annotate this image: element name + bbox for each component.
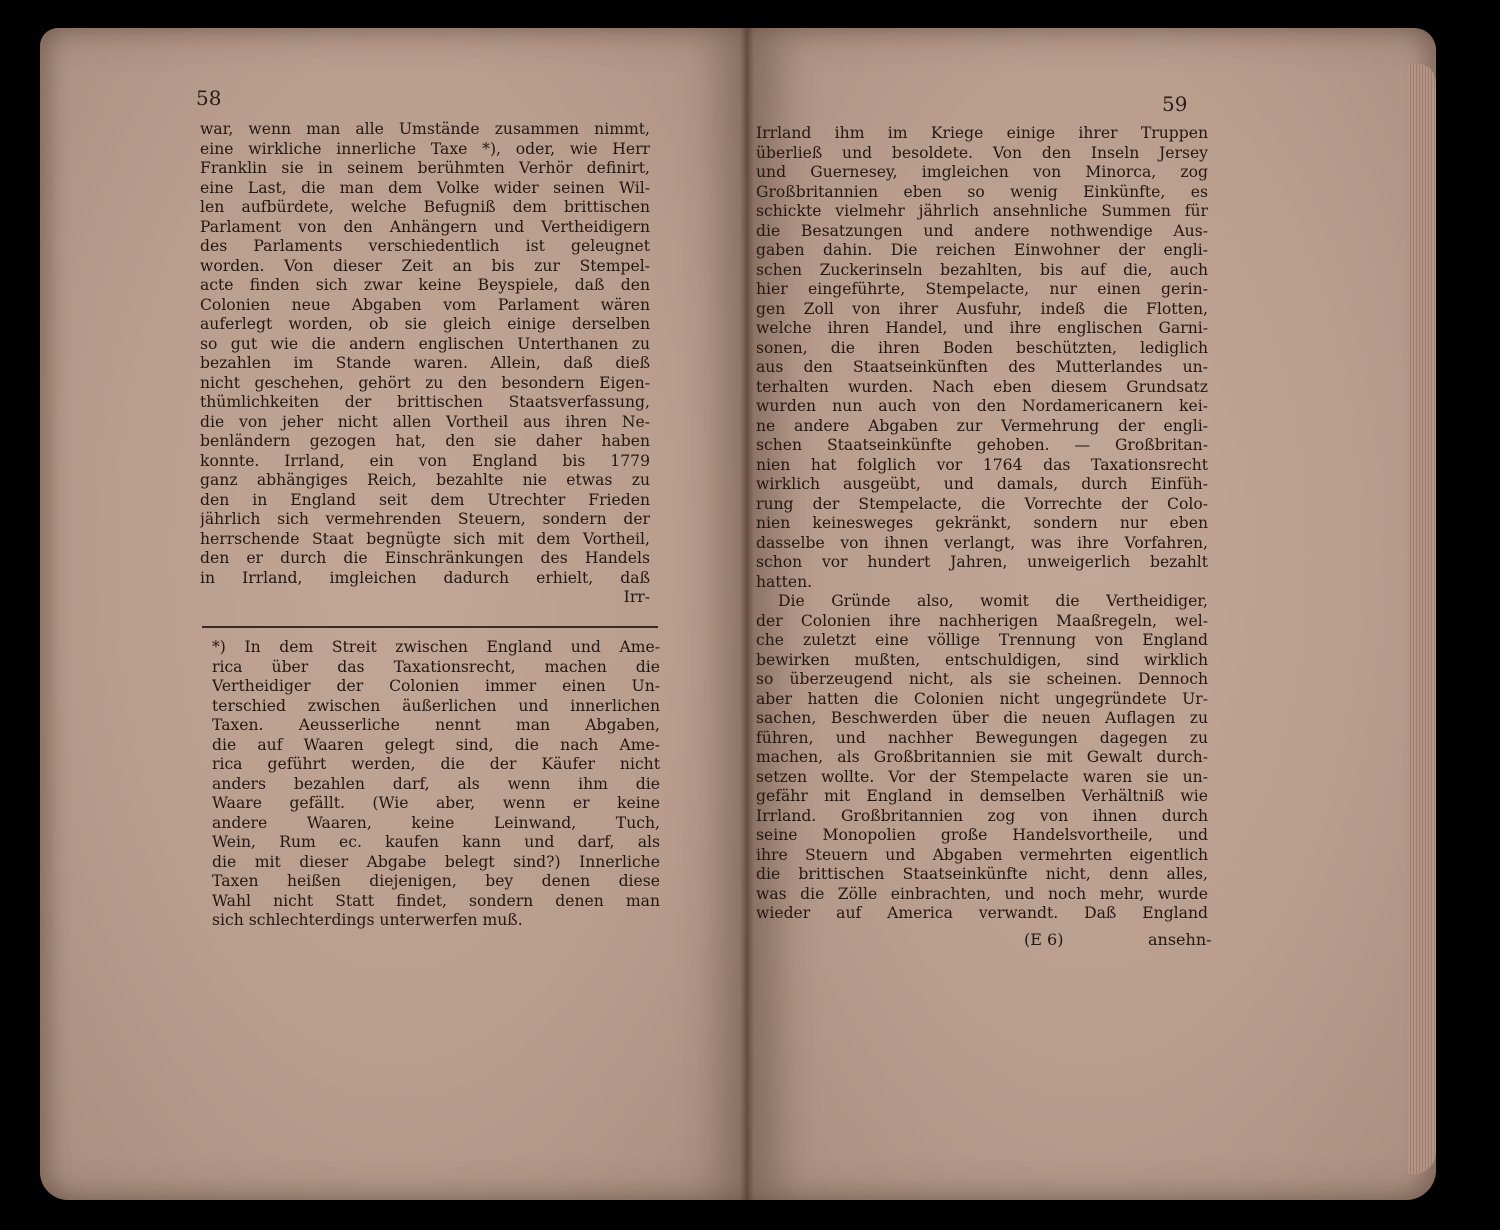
footnote-rule xyxy=(202,626,658,628)
signature-mark: (E 6) xyxy=(1024,930,1064,949)
catchword-left: Irr- xyxy=(623,588,650,606)
text-line: machen, als Großbritannien sie mit Gewalt durch- xyxy=(756,748,1208,766)
text-line: schon vor hundert Jahren, unweigerlich bezahlt xyxy=(756,553,1208,571)
text-line: den in England seit dem Utrechter Frieden xyxy=(200,490,650,509)
text-line: eine Last, die man dem Volke wider seinen Wil- xyxy=(200,178,650,197)
text-line: Irrland. Großbritannien zog von ihnen durch xyxy=(756,806,1208,825)
footnote-line: Wein, Rum ec. kaufen kann und darf, als xyxy=(212,833,660,851)
text-line: schickte vielmehr jährlich ansehnliche Summen für xyxy=(756,202,1208,220)
text-line: herrschende Staat begnügte sich mit dem Vortheil, xyxy=(200,529,650,548)
text-line: überließ und besoldete. Von den Inseln Jersey xyxy=(756,143,1208,162)
text-line: Colonien neue Abgaben vom Parlament wären xyxy=(200,295,650,314)
page-edges xyxy=(1408,64,1436,1174)
text-line: Franklin sie in seinem berühmten Verhör definirt, xyxy=(200,159,650,177)
text-line: wieder auf America verwandt. Daß England xyxy=(756,904,1208,922)
text-line: bewirken mußten, entschuldigen, sind wirklich xyxy=(756,650,1208,669)
text-line: nicht geschehen, gehört zu den besondern Eigen- xyxy=(200,373,650,392)
footnote-line: anders bezahlen darf, als wenn ihm die xyxy=(212,774,660,793)
footnote-line: Waare gefällt. (Wie aber, wenn er keine xyxy=(212,794,660,812)
text-line: und Guernesey, imgleichen von Minorca, zog xyxy=(756,163,1208,181)
text-line: sachen, Beschwerden über die neuen Auflagen zu xyxy=(756,709,1208,727)
footnote-line: Wahl nicht Statt findet, sondern denen man xyxy=(212,891,660,910)
footnote-text xyxy=(212,638,660,931)
text-line: ne andere Abgaben zur Vermehrung der engli- xyxy=(756,416,1208,435)
text-line: dasselbe von ihnen verlangt, was ihre Vorfahren, xyxy=(756,533,1208,552)
text-line: die brittischen Staatseinkünfte nicht, denn alles, xyxy=(756,865,1208,883)
text-line: benländern gezogen hat, den sie daher haben xyxy=(200,432,650,450)
text-line: thümlichkeiten der brittischen Staatsverfassung, xyxy=(200,393,650,411)
text-line: führen, und nachher Bewegungen dagegen zu xyxy=(756,728,1208,747)
text-line: in Irrland, imgleichen dadurch erhielt, daß xyxy=(200,568,650,587)
page-number-left: 58 xyxy=(196,86,222,110)
text-line: gefähr mit England in demselben Verhältniß wie xyxy=(756,787,1208,805)
text-line: der Colonien ihre nachherigen Maaßregeln, wel- xyxy=(756,611,1208,630)
text-line: eine wirkliche innerliche Taxe *), oder, wie Herr xyxy=(200,139,650,158)
footnote-line: die auf Waaren gelegt sind, die nach Ame- xyxy=(212,735,660,754)
page-number-right: 59 xyxy=(1162,92,1188,116)
footnote-line: die mit dieser Abgabe belegt sind?) Innerliche xyxy=(212,852,660,871)
text-line: des Parlaments verschiedentlich ist geleugnet xyxy=(200,237,650,255)
text-line: Irrland ihm im Kriege einige ihrer Truppen xyxy=(756,124,1208,142)
text-line: die Besatzungen und andere nothwendige Aus- xyxy=(756,221,1208,240)
text-line: nien hat folglich vor 1764 das Taxationsrecht xyxy=(756,455,1208,474)
left-main-text xyxy=(200,120,650,608)
text-line: terhalten wurden. Nach eben diesem Grundsatz xyxy=(756,377,1208,396)
text-line: den er durch die Einschränkungen des Handels xyxy=(200,549,650,567)
footnote-line: Taxen heißen diejenigen, bey denen diese xyxy=(212,872,660,890)
catchword-right: ansehn- xyxy=(1148,930,1212,949)
text-line: setzen wollte. Vor der Stempelacte waren sie un- xyxy=(756,767,1208,786)
text-line: welche ihren Handel, und ihre englischen Garni- xyxy=(756,319,1208,337)
text-line: bezahlen im Stande waren. Allein, daß dieß xyxy=(200,354,650,372)
text-line: hatten. xyxy=(756,572,813,591)
text-line: gen Zoll von ihrer Ausfuhr, indeß die Flotten, xyxy=(756,299,1208,318)
text-line: rung der Stempelacte, die Vorrechte der Colo- xyxy=(756,494,1208,513)
book-gutter xyxy=(740,28,754,1200)
text-line: sonen, die ihren Boden beschützten, lediglich xyxy=(756,338,1208,357)
text-line: seine Monopolien große Handelsvortheile, und xyxy=(756,826,1208,844)
text-line: so gut wie die andern englischen Unterthanen zu xyxy=(200,334,650,353)
text-line: auferlegt worden, ob sie gleich einige derselben xyxy=(200,315,650,333)
footnote-line: sich schlechterdings unterwerfen muß. xyxy=(212,911,523,929)
text-line: war, wenn man alle Umstände zusammen nimmt, xyxy=(200,120,650,138)
text-line: was die Zölle einbrachten, und noch mehr, wurde xyxy=(756,884,1208,903)
text-line: Parlament von den Anhängern und Vertheidigern xyxy=(200,217,650,236)
text-line: acte finden sich zwar keine Beyspiele, daß den xyxy=(200,276,650,294)
text-line: Die Gründe also, womit die Vertheidiger, xyxy=(778,592,1208,610)
footnote-line: Taxen. Aeusserliche nennt man Abgaben, xyxy=(212,716,660,734)
text-line: die von jeher nicht allen Vortheil aus ihren Ne- xyxy=(200,412,650,431)
footnote-line: andere Waaren, keine Leinwand, Tuch, xyxy=(212,813,660,832)
footnote-line: terschied zwischen äußerlichen und innerlichen xyxy=(212,696,660,715)
footnote-line: rica über das Taxationsrecht, machen die xyxy=(212,657,660,676)
text-line: so überzeugend nicht, als sie scheinen. Dennoch xyxy=(756,670,1208,688)
text-line: worden. Von dieser Zeit an bis zur Stempel- xyxy=(200,256,650,275)
right-main-text xyxy=(756,124,1208,924)
text-line: schen Staatseinkünfte gehoben. — Großbritan- xyxy=(756,436,1208,454)
footnote-line: Vertheidiger der Colonien immer einen Un- xyxy=(212,677,660,695)
text-line: Großbritannien eben so wenig Einkünfte, es xyxy=(756,182,1208,201)
text-line: nien keinesweges gekränkt, sondern nur eben xyxy=(756,514,1208,532)
text-line: ganz abhängiges Reich, bezahlte nie etwas zu xyxy=(200,471,650,489)
text-line: che zuletzt eine völlige Trennung von England xyxy=(756,631,1208,649)
text-line: aber hatten die Colonien nicht ungegründete Ur- xyxy=(756,689,1208,708)
footnote-line: rica geführt werden, die der Käufer nicht xyxy=(212,755,660,773)
text-line: wirklich ausgeübt, und damals, durch Einfüh- xyxy=(756,475,1208,493)
text-line: len aufbürdete, welche Befugniß dem brittischen xyxy=(200,198,650,216)
text-line: schen Zuckerinseln bezahlten, bis auf die, auch xyxy=(756,260,1208,279)
text-line: jährlich sich vermehrenden Steuern, sondern der xyxy=(200,510,650,528)
text-line: ihre Steuern und Abgaben vermehrten eigentlich xyxy=(756,845,1208,864)
text-line: hier eingeführte, Stempelacte, nur einen gerin- xyxy=(756,280,1208,298)
text-line: wurden nun auch von den Nordamericanern kei- xyxy=(756,397,1208,415)
text-line: aus den Staatseinkünften des Mutterlandes un- xyxy=(756,358,1208,376)
text-line: gaben dahin. Die reichen Einwohner der engli- xyxy=(756,241,1208,259)
text-line: konnte. Irrland, ein von England bis 1779 xyxy=(200,451,650,470)
footnote-line: *) In dem Streit zwischen England und Ame- xyxy=(212,638,660,656)
